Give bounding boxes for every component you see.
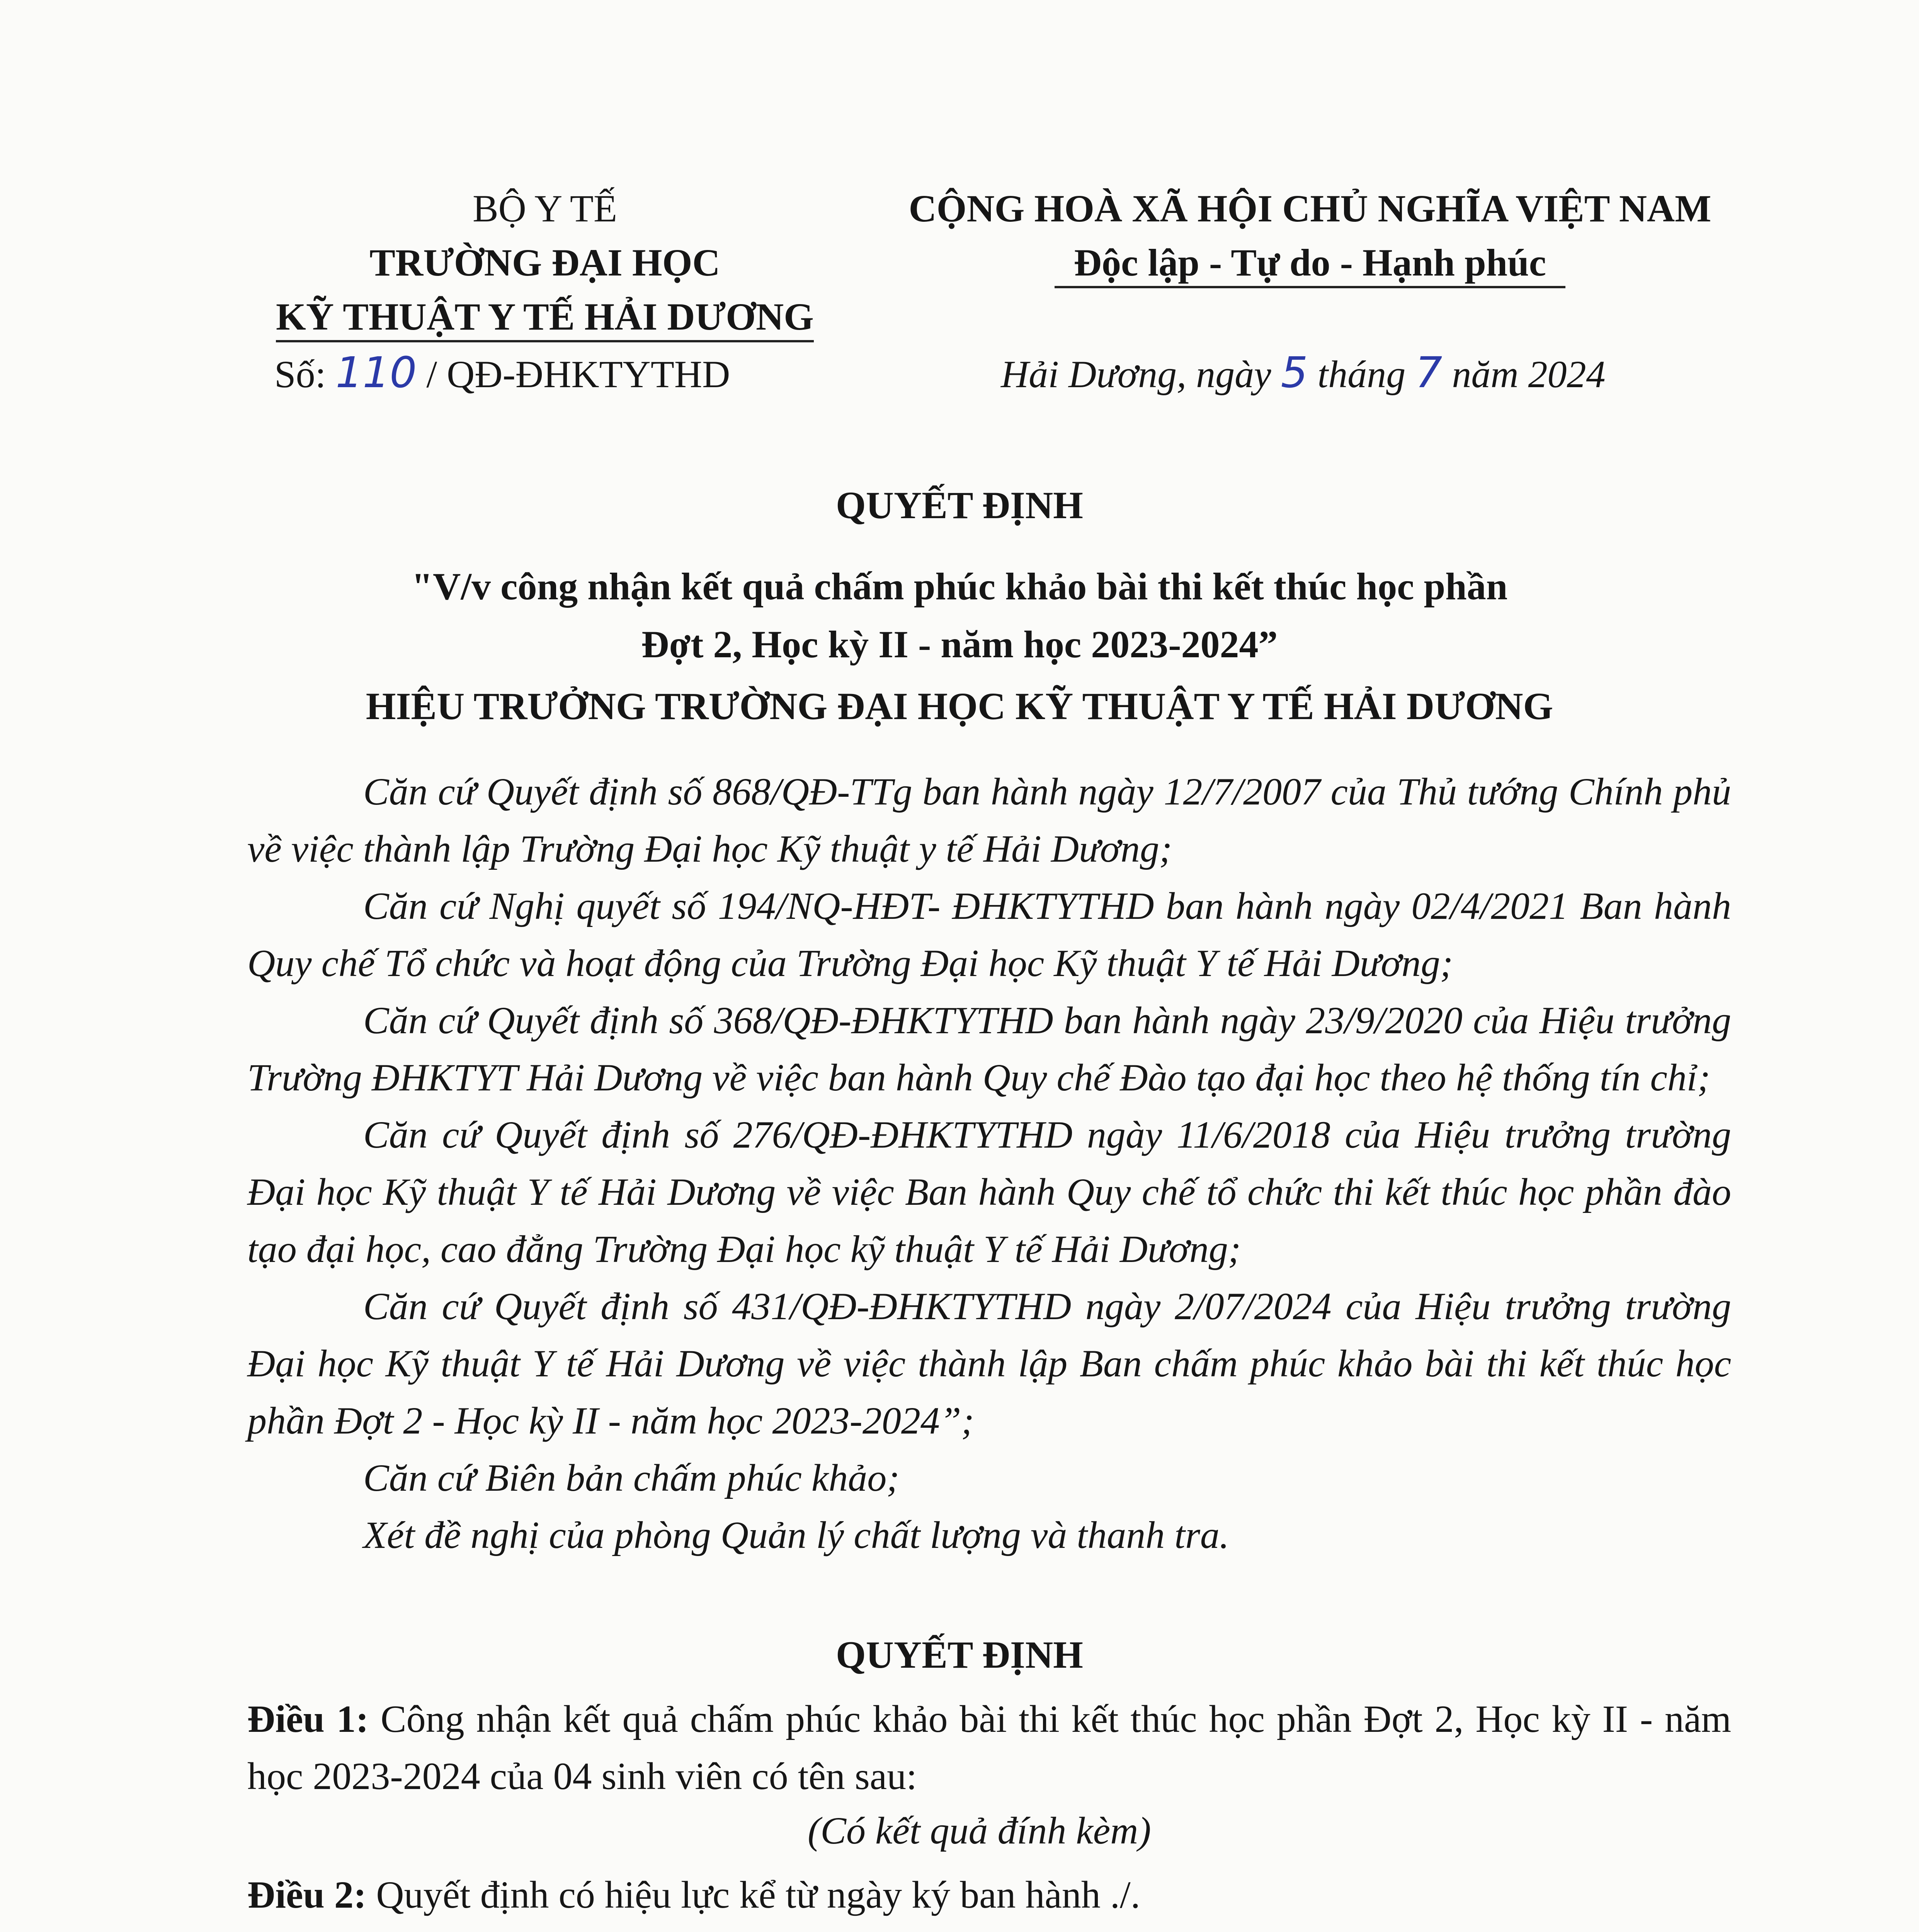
decision-heading: QUYẾT ĐỊNH	[836, 1633, 1083, 1676]
school-name-line2: KỸ THUẬT Y TẾ HẢI DƯƠNG	[276, 294, 814, 342]
ground-item: Căn cứ Quyết định số 431/QĐ-ĐHKTYTHD ngày 2/07/2024 của Hiệu trưởng trường Đại học Kỹ thuật Y tế Hải Dương về việc thành lập Ban chấm phúc khảo bài thi kết thúc học phần Đợt 2 - Học kỳ II - năm học 2023-2024”;	[247, 1285, 1731, 1442]
issue-date: Hải Dương, ngày 5 tháng 7 năm 2024	[1001, 348, 1606, 397]
article-1	[247, 1690, 1731, 1805]
handwritten-month: 7	[1415, 348, 1443, 397]
national-motto: Độc lập - Tự do - Hạnh phúc	[1055, 240, 1565, 288]
ground-item: Căn cứ Biên bản chấm phúc khảo;	[363, 1456, 900, 1499]
issuing-authority: HIỆU TRƯỞNG TRƯỜNG ĐẠI HỌC KỸ THUẬT Y TẾ HẢI DƯƠNG	[366, 685, 1553, 728]
ground-item: Căn cứ Nghị quyết số 194/NQ-HĐT- ĐHKTYTHD ban hành ngày 02/4/2021 Ban hành Quy chế Tổ chức và hoạt động của Trường Đại học Kỹ thuật Y tế Hải Dương;	[247, 884, 1731, 985]
document-number: Số: 110 / QĐ-ĐHKTYTHD	[274, 348, 730, 397]
subject-line2: Đợt 2, Học kỳ II - năm học 2023-2024”	[641, 623, 1278, 666]
article-2	[247, 1866, 1731, 1923]
article-text: Quyết định có hiệu lực kể từ ngày ký ban hành ./.	[376, 1873, 1140, 1916]
ground-item: Xét đề nghị của phòng Quản lý chất lượng và thanh tra.	[363, 1514, 1229, 1556]
legal-grounds	[247, 763, 1731, 1564]
national-header	[866, 182, 1754, 290]
article-label: Điều 1:	[247, 1697, 369, 1740]
subject-line1: "V/v công nhận kết quả chấm phúc khảo bài thi kết thúc học phần	[411, 565, 1508, 608]
ministry-name: BỘ Y TẾ	[472, 187, 618, 230]
ground-item: Căn cứ Quyết định số 276/QĐ-ĐHKTYTHD ngày 11/6/2018 của Hiệu trưởng trường Đại học Kỹ thuật Y tế Hải Dương về việc Ban hành Quy chế tổ chức thi kết thúc học phần đào tạo đại học, cao đẳng Trường Đại học kỹ thuật Y tế Hải Dương;	[247, 1113, 1731, 1270]
article-label: Điều 2:	[247, 1873, 367, 1916]
country-name: CỘNG HOÀ XÃ HỘI CHỦ NGHĨA VIỆT NAM	[908, 187, 1711, 230]
attachment-note: (Có kết quả đính kèm)	[808, 1809, 1151, 1852]
ground-item: Căn cứ Quyết định số 868/QĐ-TTg ban hành ngày 12/7/2007 của Thủ tướng Chính phủ về việc thành lập Trường Đại học Kỹ thuật y tế Hải Dương;	[247, 770, 1731, 870]
school-name-line1: TRƯỜNG ĐẠI HỌC	[369, 241, 720, 284]
article-text: Công nhận kết quả chấm phúc khảo bài thi kết thúc học phần Đợt 2, Học kỳ II - năm học 2023-2024 của 04 sinh viên có tên sau:	[247, 1697, 1731, 1798]
handwritten-number: 110	[335, 348, 417, 397]
handwritten-day: 5	[1281, 348, 1308, 397]
document-title: QUYẾT ĐỊNH	[836, 484, 1083, 527]
issuer-block	[224, 182, 866, 344]
ground-item: Căn cứ Quyết định số 368/QĐ-ĐHKTYTHD ban hành ngày 23/9/2020 của Hiệu trưởng Trường ĐHKTYT Hải Dương về việc ban hành Quy chế Đào tạo đại học theo hệ thống tín chỉ;	[247, 999, 1731, 1099]
